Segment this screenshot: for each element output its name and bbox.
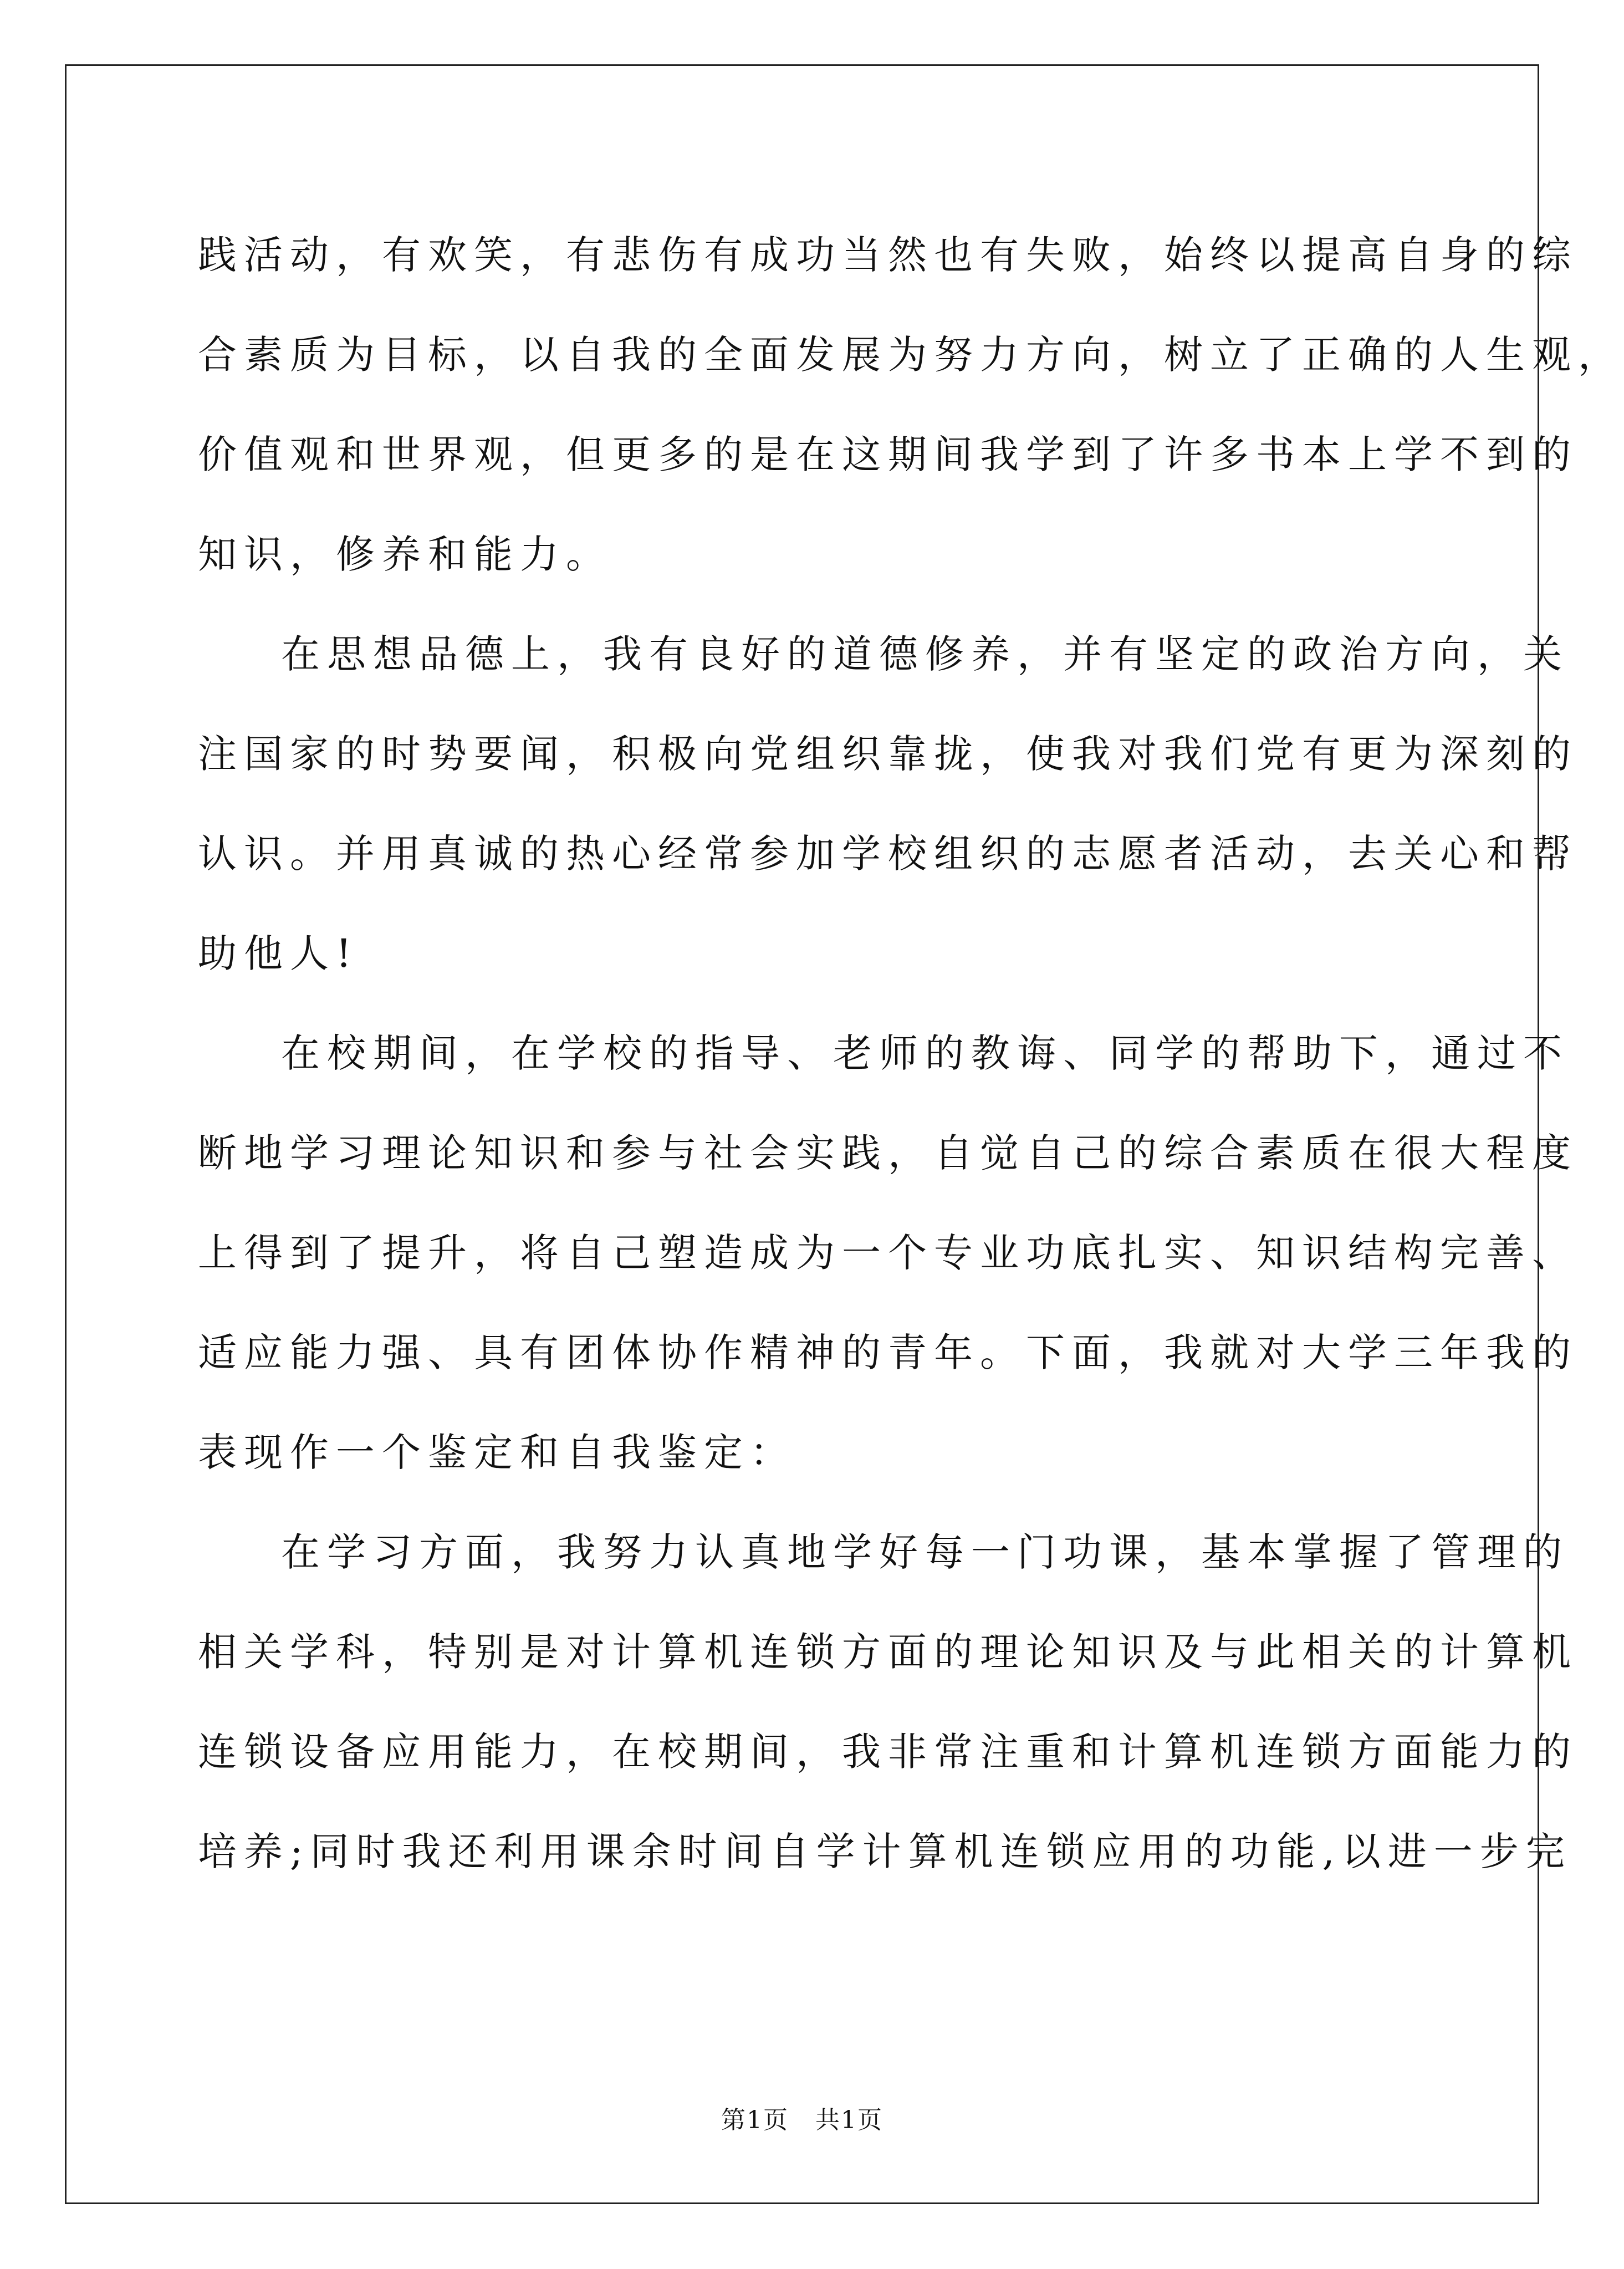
text-line: 上得到了提升，将自己塑造成为一个专业功底扎实、知识结构完善、 [198,1230,1578,1276]
text-line: 注国家的时势要闻，积极向党组织靠拢，使我对我们党有更为深刻的 [198,731,1578,777]
text-line: 相关学科，特别是对计算机连锁方面的理论知识及与此相关的计算机 [198,1629,1578,1675]
text-line: 断地学习理论知识和参与社会实践，自觉自己的综合素质在很大程度 [198,1130,1578,1176]
text-line: 适应能力强、具有团体协作精神的青年。下面，我就对大学三年我的 [198,1330,1578,1375]
text-line: 在思想品德上，我有良好的道德修养，并有坚定的政治方向，关 [281,631,1569,677]
text-line: 知识，修养和能力。 [198,532,612,577]
text-line: 表现作一个鉴定和自我鉴定： [198,1430,796,1475]
text-line: 连锁设备应用能力，在校期间，我非常注重和计算机连锁方面能力的 [198,1729,1578,1775]
text-line: 合素质为目标，以自我的全面发展为努力方向，树立了正确的人生观， [198,332,1624,378]
text-line: 在学习方面，我努力认真地学好每一门功课，基本掌握了管理的 [281,1529,1569,1575]
text-line: 培养;同时我还利用课余时间自学计算机连锁应用的功能,以进一步完 [198,1829,1572,1874]
text-line: 践活动，有欢笑，有悲伤有成功当然也有失败，始终以提高自身的综 [198,232,1578,278]
document-body [198,205,1624,1901]
page-footer: 第1页 共1页 [721,2106,883,2134]
text-line: 在校期间，在学校的指导、老师的教诲、同学的帮助下，通过不 [281,1031,1569,1076]
text-line: 助他人! [198,931,359,976]
text-line: 价值观和世界观，但更多的是在这期间我学到了许多书本上学不到的 [198,432,1578,477]
text-line: 认识。并用真诚的热心经常参加学校组织的志愿者活动，去关心和帮 [198,831,1578,876]
